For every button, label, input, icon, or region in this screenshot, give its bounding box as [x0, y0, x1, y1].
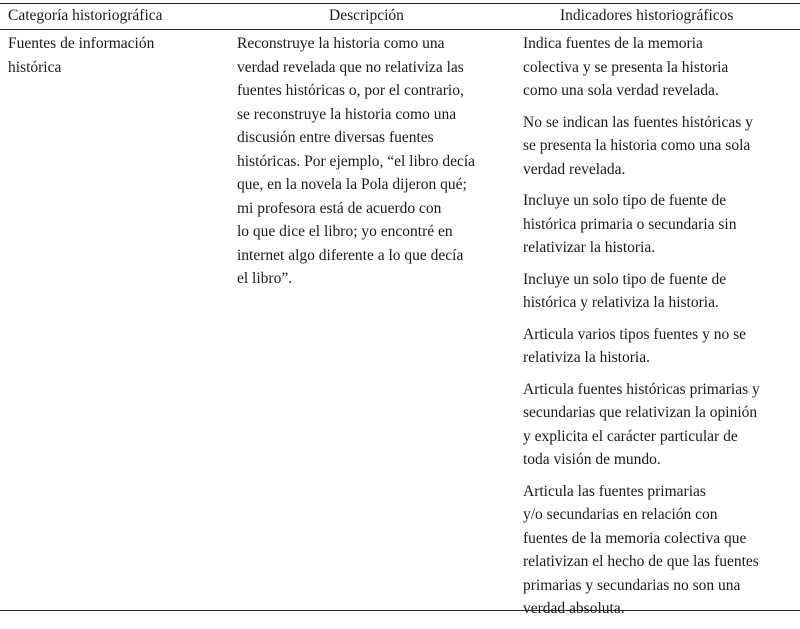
table-top-rule [0, 3, 800, 4]
indicator-line: primarias y secundarias no son una [523, 576, 741, 594]
indicator-line: relativiza la historia. [523, 349, 650, 366]
category-cell [8, 32, 208, 79]
indicator-line: relativizar la historia. [523, 239, 656, 256]
indicator-line: y explicita el carácter particular de [523, 427, 738, 445]
header-categoria: Categoría historiográfica [8, 7, 163, 24]
indicator-line: Indica fuentes de la memoria [523, 35, 703, 52]
indicator-line: histórica y relativiza la historia. [523, 294, 719, 311]
indicator-line: se presenta la historia como una sola [523, 137, 751, 154]
description-line: se reconstruye la historia como una [237, 105, 457, 123]
indicator-item [523, 480, 795, 621]
description-line: internet algo diferente a lo que decía [237, 246, 464, 264]
indicator-line: relativizan el hecho de que las fuentes [523, 553, 759, 570]
category-line: histórica [8, 58, 62, 76]
indicator-item [523, 189, 795, 260]
indicator-line: No se indican las fuentes históricas y [523, 113, 753, 131]
indicator-line: Incluye un solo tipo de fuente de [523, 192, 727, 209]
indicator-item [523, 268, 795, 315]
description-line: fuentes históricas o, por el contrario, [237, 82, 464, 99]
indicator-item [523, 32, 795, 103]
indicator-item [523, 111, 795, 182]
description-line: mi profesora está de acuerdo con [237, 199, 442, 217]
indicator-line: secundarias que relativizan la opinión [523, 404, 758, 421]
description-line: discusión entre diversas fuentes [237, 129, 434, 146]
indicator-line: Articula fuentes históricas primarias y [523, 380, 760, 398]
indicator-line: verdad absoluta. [523, 600, 625, 617]
description-line: históricas. Por ejemplo, “el libro decía [237, 152, 476, 170]
description-line: verdad revelada que no relativiza las [237, 58, 464, 76]
indicator-line: como una sola verdad revelada. [523, 82, 719, 99]
description-line: el libro”. [237, 270, 293, 287]
indicator-line: Incluye un solo tipo de fuente de [523, 270, 727, 288]
table-bottom-rule [0, 610, 800, 611]
indicator-line: histórica primaria o secundaria sin [523, 215, 737, 233]
category-line: Fuentes de información [8, 35, 155, 52]
header-descripcion: Descripción [329, 7, 404, 24]
indicator-line: toda visión de mundo. [523, 451, 661, 468]
indicator-line: colectiva y se presenta la historia [523, 58, 729, 76]
description-line: que, en la novela la Pola dijeron qué; [237, 176, 467, 193]
indicator-line: Articula las fuentes primarias [523, 482, 706, 500]
header-indicadores: Indicadores historiográficos [560, 7, 734, 24]
description-line: lo que dice el libro; yo encontré en [237, 223, 453, 240]
header-rule [0, 29, 800, 30]
indicators-cell [523, 32, 795, 629]
indicator-line: fuentes de la memoria colectiva que [523, 529, 747, 547]
description-cell [237, 32, 512, 291]
description-line: Reconstruye la historia como una [237, 35, 445, 52]
indicator-item [523, 323, 795, 370]
indicator-item [523, 378, 795, 472]
indicator-line: verdad revelada. [523, 160, 626, 178]
indicator-line: Articula varios tipos fuentes y no se [523, 325, 746, 343]
indicator-line: y/o secundarias en relación con [523, 506, 718, 523]
